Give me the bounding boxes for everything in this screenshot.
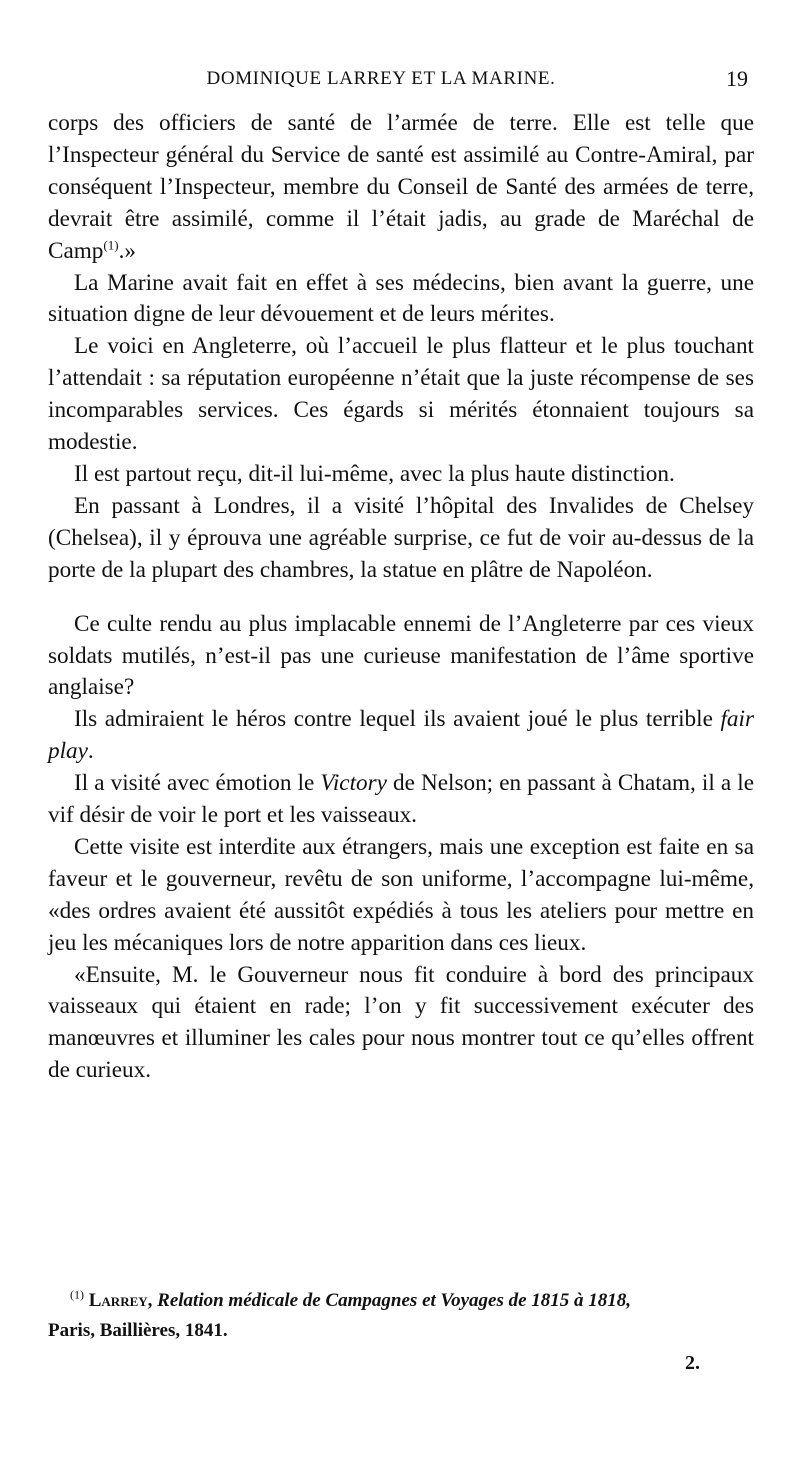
paragraph: La Marine avait fait en effet à ses médecins, bien avant la guerre, une situation digne de leur dévouement et de leurs mérites. [48,269,754,328]
paragraph: Il est partout reçu, dit-il lui-même, avec la plus haute distinction. [74,460,675,487]
running-title: DOMINIQUE LARREY ET LA MARINE. [206,68,556,89]
footnote-reference: (1) [103,236,119,252]
paragraph-text-end: de Nelson; en passant à Chatam, il a le vif désir de voir le port et les vaisseaux. [48,770,754,829]
paragraph: Ce culte rendu au plus implacable ennemi de l’Angleterre par ces vieux soldats mutilés, n’est-il pas une curieuse manifestation de l’âme sportive anglaise? [48,610,754,701]
paragraph-continuation [48,108,754,268]
body-text [48,108,754,1087]
page-number: 19 [726,66,748,91]
footnote [48,1286,754,1346]
paragraph-text: Il a visité avec émotion le [74,770,321,797]
paragraph-text-end: .» [118,237,136,264]
paragraph [48,768,754,832]
paragraph-text: corps des officiers de santé de l’armée de terre. Elle est telle que l’Inspecteur général du Service de santé est assimilé au Contre-Amiral, par conséquent l’Inspecteur, membre du Conseil de Santé des armées de terre, devrait être assimilé, comme il l’était jadis, au grade de Maréchal de Camp [48,110,754,264]
footnote-title: Relation médicale de Campagnes et Voyages de 1815 à 1818, [157,1290,632,1311]
paragraph-text-end: . [87,738,94,765]
paragraph: «Ensuite, M. le Gouverneur nous fit conduire à bord des principaux vaisseaux qui étaient en rade; l’on y fit successivement exécuter des manœuvres et illuminer les cales pour nous montrer tout ce qu’elles offrent de curieux. [48,961,754,1084]
footnote-mark: (1) [70,1287,84,1302]
running-head [48,62,754,98]
signature-mark: 2. [685,1352,700,1374]
paragraph [48,704,754,768]
paragraph: Le voici en Angleterre, où l’accueil le plus flatteur et le plus touchant l’attendait : sa réputation européenne n’était que la juste récompense de ses incomparables services. Ces égards si mérités étonnaient toujours sa modestie. [48,333,754,456]
footnote-author: Larrey, [88,1290,153,1311]
footnote-publication: Paris, Baillières, 1841. [48,1320,228,1341]
paragraph: Cette visite est interdite aux étrangers, mais une exception est faite en sa faveur et le gouverneur, revêtu de son uniforme, l’accompagne lui-même, «des ordres avaient été aussitôt expédiés à tous les ateliers pour mettre en jeu les mécaniques lors de notre apparition dans ces lieux. [48,833,754,956]
paragraph-text: Ils admiraient le héros contre lequel ils avaient joué le plus terrible [74,706,721,733]
paragraph: En passant à Londres, il a visité l’hôpital des Invalides de Chelsey (Chelsea), il y éprouva une agréable surprise, ce fut de voir au-dessus de la porte de la plupart des chambres, la statue en plâtre de Napoléon. [48,492,754,583]
footnotes [48,1286,754,1346]
italic-phrase: fair play [48,706,754,765]
ship-name: Victory [320,770,387,797]
